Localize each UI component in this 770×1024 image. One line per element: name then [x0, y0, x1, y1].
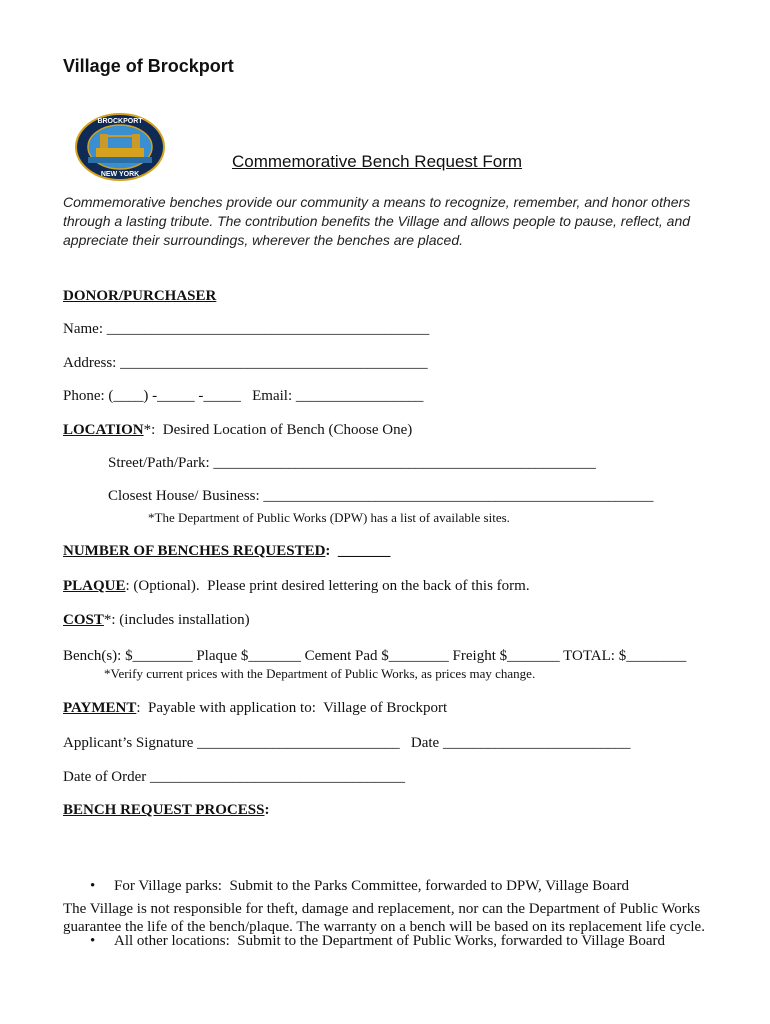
list-item [90, 933, 665, 954]
bullet-icon: • [90, 878, 96, 894]
plaque-text: : (Optional). Please print desired lettering on the back of this form. [125, 578, 530, 594]
phone-email-field[interactable]: Phone: (____) -_____ -_____ Email: _________________ [63, 388, 424, 404]
cost-heading: COST [63, 612, 104, 628]
cost-line [63, 612, 250, 629]
location-heading-suffix: *: Desired Location of Bench (Choose One) [143, 422, 413, 438]
payment-heading: PAYMENT [63, 700, 137, 716]
process-item-text: For Village parks: Submit to the Parks Committee, forwarded to DPW, Village Board [114, 878, 629, 894]
list-item [90, 878, 665, 899]
donor-heading: DONOR/PURCHASER [63, 288, 217, 304]
cost-note: *Verify current prices with the Department of Public Works, as prices may change. [104, 666, 536, 681]
process-heading-suffix: : [264, 802, 270, 818]
location-heading: LOCATION [63, 422, 144, 438]
street-path-park-field[interactable]: Street/Path/Park: ___________________________________________________ [108, 455, 596, 471]
plaque-line [63, 578, 530, 595]
benches-line[interactable] [63, 543, 390, 560]
bullet-icon: • [90, 933, 96, 949]
location-line [63, 422, 412, 439]
intro-paragraph: Commemorative benches provide our community a means to recognize, remember, and honor others through a lasting tribute. The contribution benefits the Village and allows people to pause, reflect, and appreciate their surroundings, wherever the benches are placed. [63, 194, 691, 248]
payment-text: : Payable with application to: Village of Brockport [136, 700, 448, 716]
process-item-text: All other locations: Submit to the Department of Public Works, forwarded to Village Board [114, 933, 665, 949]
closest-house-field[interactable]: Closest House/ Business: ____________________________________________________ [108, 488, 654, 504]
dpw-sites-note: *The Department of Public Works (DPW) has a list of available sites. [148, 510, 510, 525]
signature-date-field[interactable]: Applicant’s Signature ___________________________ Date _________________________ [63, 735, 631, 751]
logo-top-text: BROCKPORT [97, 118, 143, 125]
logo-bottom-text: NEW YORK [100, 171, 140, 178]
benches-heading: NUMBER OF BENCHES REQUESTED [63, 543, 326, 559]
cost-fields[interactable]: Bench(s): $________ Plaque $_______ Cement Pad $________ Freight $_______ TOTAL: $________ [63, 648, 687, 664]
process-heading: BENCH REQUEST PROCESS [63, 802, 265, 818]
date-of-order-field[interactable]: Date of Order __________________________________ [63, 769, 406, 785]
name-field[interactable]: Name: ___________________________________________ [63, 321, 430, 337]
benches-field[interactable]: : _______ [325, 543, 391, 559]
plaque-heading: PLAQUE [63, 578, 126, 594]
cost-text: *: (includes installation) [103, 612, 250, 628]
payment-line [63, 700, 447, 717]
form-title: Commemorative Bench Request Form [231, 152, 523, 171]
address-field[interactable]: Address: _________________________________________ [63, 355, 428, 371]
village-title: Village of Brockport [63, 56, 234, 76]
process-line [63, 802, 269, 819]
disclaimer-paragraph: The Village is not responsible for theft, damage and replacement, nor can the Department of Public Works guarantee the life of the bench/plaque. The warranty on a bench will be based on its replacement life cycle. [63, 901, 705, 935]
